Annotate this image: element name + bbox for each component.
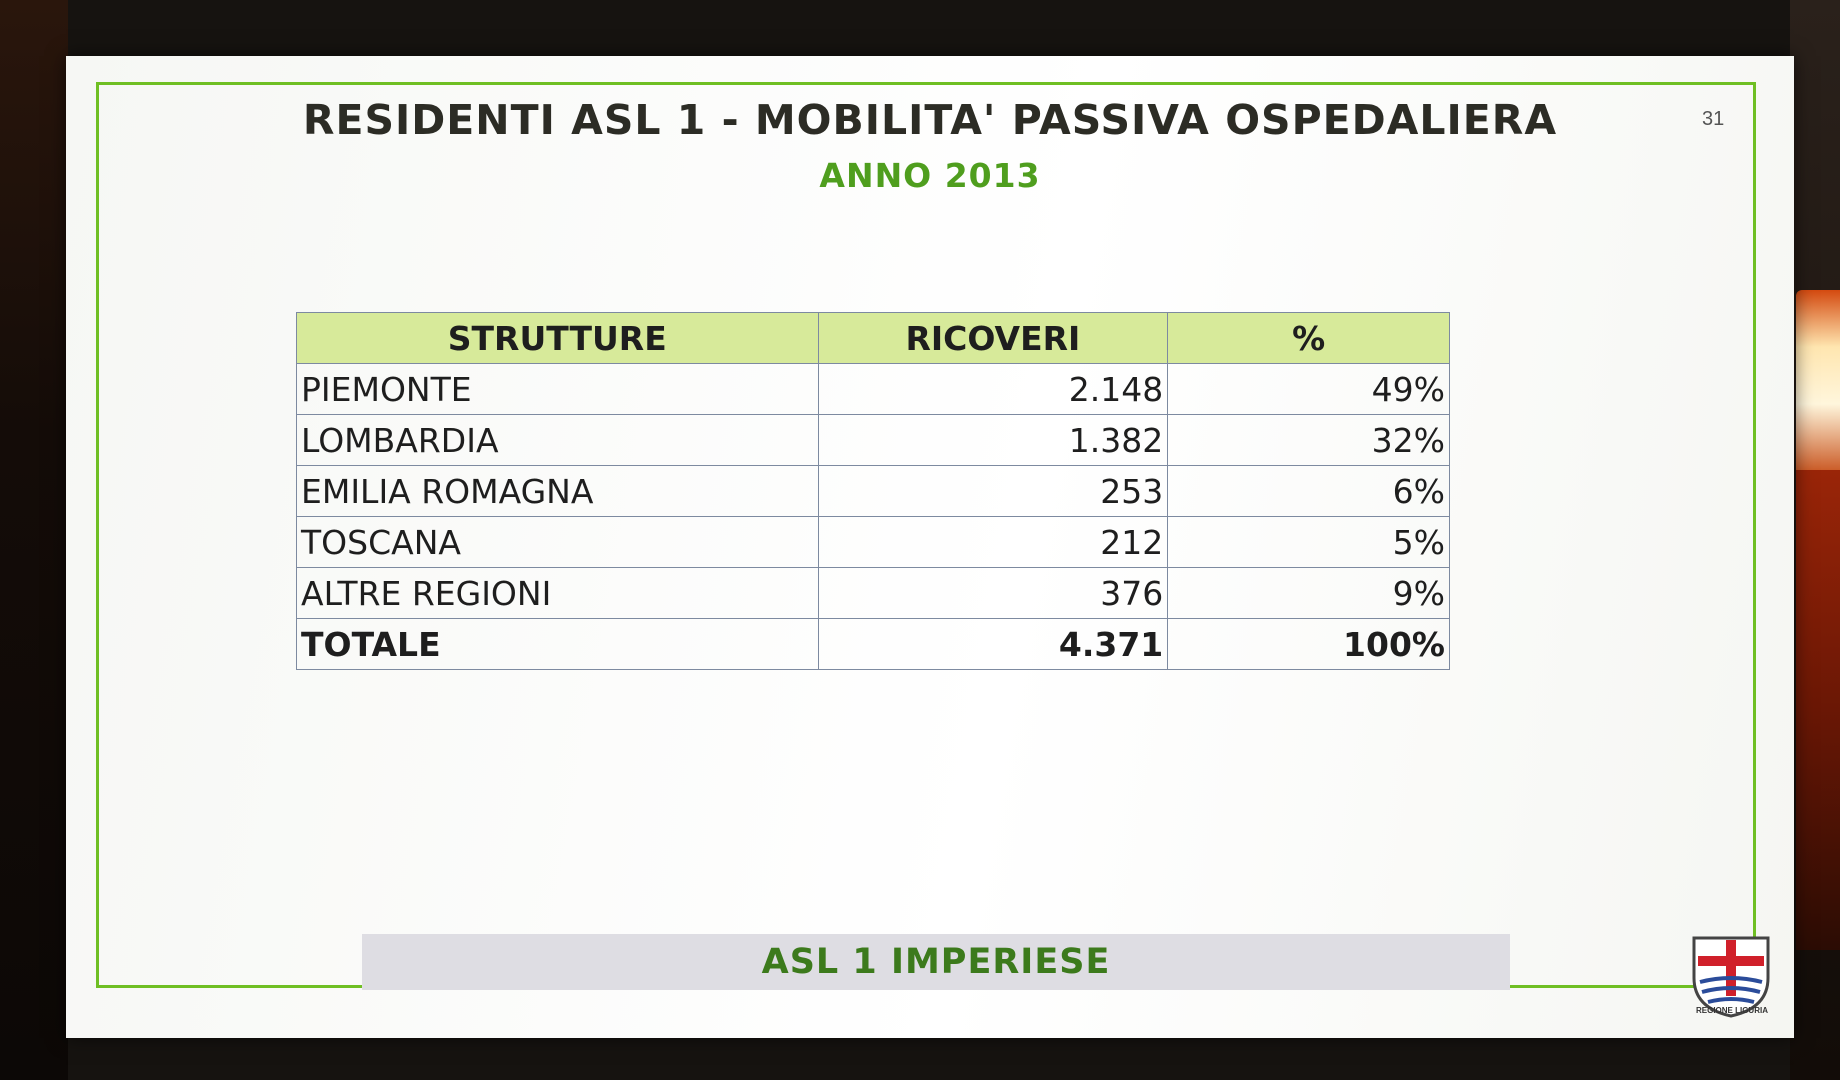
- row-percent: 32%: [1168, 415, 1450, 466]
- row-name: LOMBARDIA: [297, 415, 819, 466]
- table-header-row: [297, 313, 1450, 364]
- row-percent: 9%: [1168, 568, 1450, 619]
- footer-bar: [362, 934, 1510, 990]
- row-name: TOSCANA: [297, 517, 819, 568]
- room-curtain: [1796, 470, 1840, 950]
- row-ricoveri: 376: [818, 568, 1168, 619]
- slide-subtitle: ANNO 2013: [819, 156, 1041, 195]
- table-row: [297, 466, 1450, 517]
- projection-screen: [66, 56, 1794, 1038]
- row-ricoveri: 2.148: [818, 364, 1168, 415]
- column-header-strutture: STRUTTURE: [297, 313, 819, 364]
- footer-label: ASL 1 IMPERIESE: [761, 942, 1111, 982]
- mobility-table: [296, 312, 1450, 670]
- row-name: ALTRE REGIONI: [297, 568, 819, 619]
- total-percent: 100%: [1168, 619, 1450, 670]
- column-header-ricoveri: RICOVERI: [818, 313, 1168, 364]
- row-ricoveri: 253: [818, 466, 1168, 517]
- column-header-percent: %: [1168, 313, 1450, 364]
- table-row: [297, 568, 1450, 619]
- logo-caption: REGIONE LIGURIA: [1695, 1006, 1768, 1015]
- room-wall-left: [0, 0, 68, 1080]
- total-ricoveri: 4.371: [818, 619, 1168, 670]
- row-percent: 5%: [1168, 517, 1450, 568]
- row-ricoveri: 1.382: [818, 415, 1168, 466]
- total-label: TOTALE: [297, 619, 819, 670]
- table-row: [297, 517, 1450, 568]
- slide-title: RESIDENTI ASL 1 - MOBILITA' PASSIVA OSPEDALIERA: [302, 96, 1558, 144]
- slide-number: 31: [1702, 108, 1725, 130]
- row-name: EMILIA ROMAGNA: [297, 466, 819, 517]
- table-row: [297, 415, 1450, 466]
- table-row: [297, 364, 1450, 415]
- row-name: PIEMONTE: [297, 364, 819, 415]
- row-percent: 49%: [1168, 364, 1450, 415]
- row-percent: 6%: [1168, 466, 1450, 517]
- room-light: [1796, 290, 1840, 480]
- row-ricoveri: 212: [818, 517, 1168, 568]
- table-total-row: [297, 619, 1450, 670]
